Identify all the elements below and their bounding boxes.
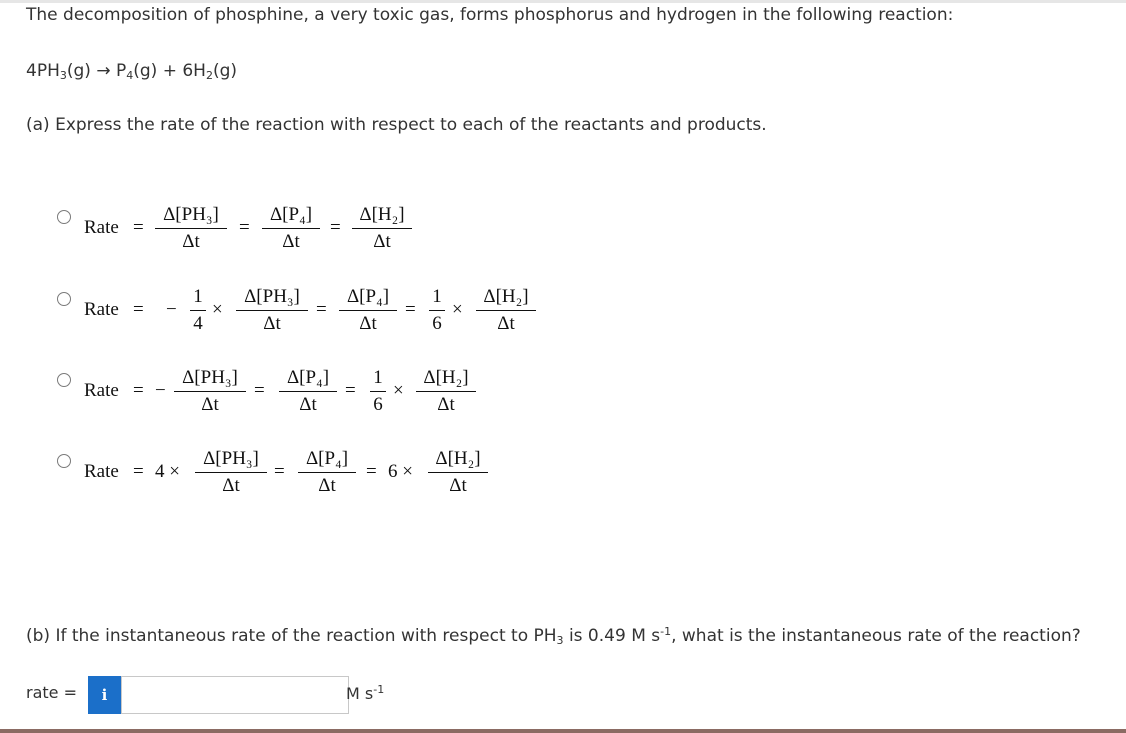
top-border <box>0 0 1126 3</box>
option-3-radio[interactable] <box>57 373 71 387</box>
rate-answer-label: rate = <box>26 683 77 702</box>
part-a-prompt: (a) Express the rate of the reaction with respect to each of the reactants and products. <box>26 115 767 135</box>
fraction-ph3: Δ[PH₃] Δt <box>155 204 227 253</box>
bottom-border <box>0 729 1126 733</box>
fraction-h2: Δ[H₂] Δt <box>352 204 412 253</box>
equals-sign: = <box>133 217 144 238</box>
reaction-equation: $4PH_3(g) \to P_4(g) + 6H_2(g)$ <box>26 61 238 82</box>
rate-answer-input[interactable] <box>121 676 349 714</box>
rate-unit: M $s^{-1}$ <box>346 683 385 703</box>
info-icon[interactable]: i <box>88 676 121 714</box>
rate-label: Rate <box>84 217 119 238</box>
question-intro: The decomposition of phosphine, a very toxic gas, forms phosphorus and hydrogen in the following reaction: <box>26 5 954 25</box>
option-2-radio[interactable] <box>57 292 71 306</box>
part-b-prompt: (b) If the instantaneous rate of the reaction with respect to $PH_3$ is 0.49 M $s^{-1}$, what is the instantaneous rate of the reaction? <box>26 625 1081 647</box>
fraction-p4: Δ[P₄] Δt <box>262 204 320 253</box>
option-1-radio[interactable] <box>57 210 71 224</box>
option-4-radio[interactable] <box>57 454 71 468</box>
